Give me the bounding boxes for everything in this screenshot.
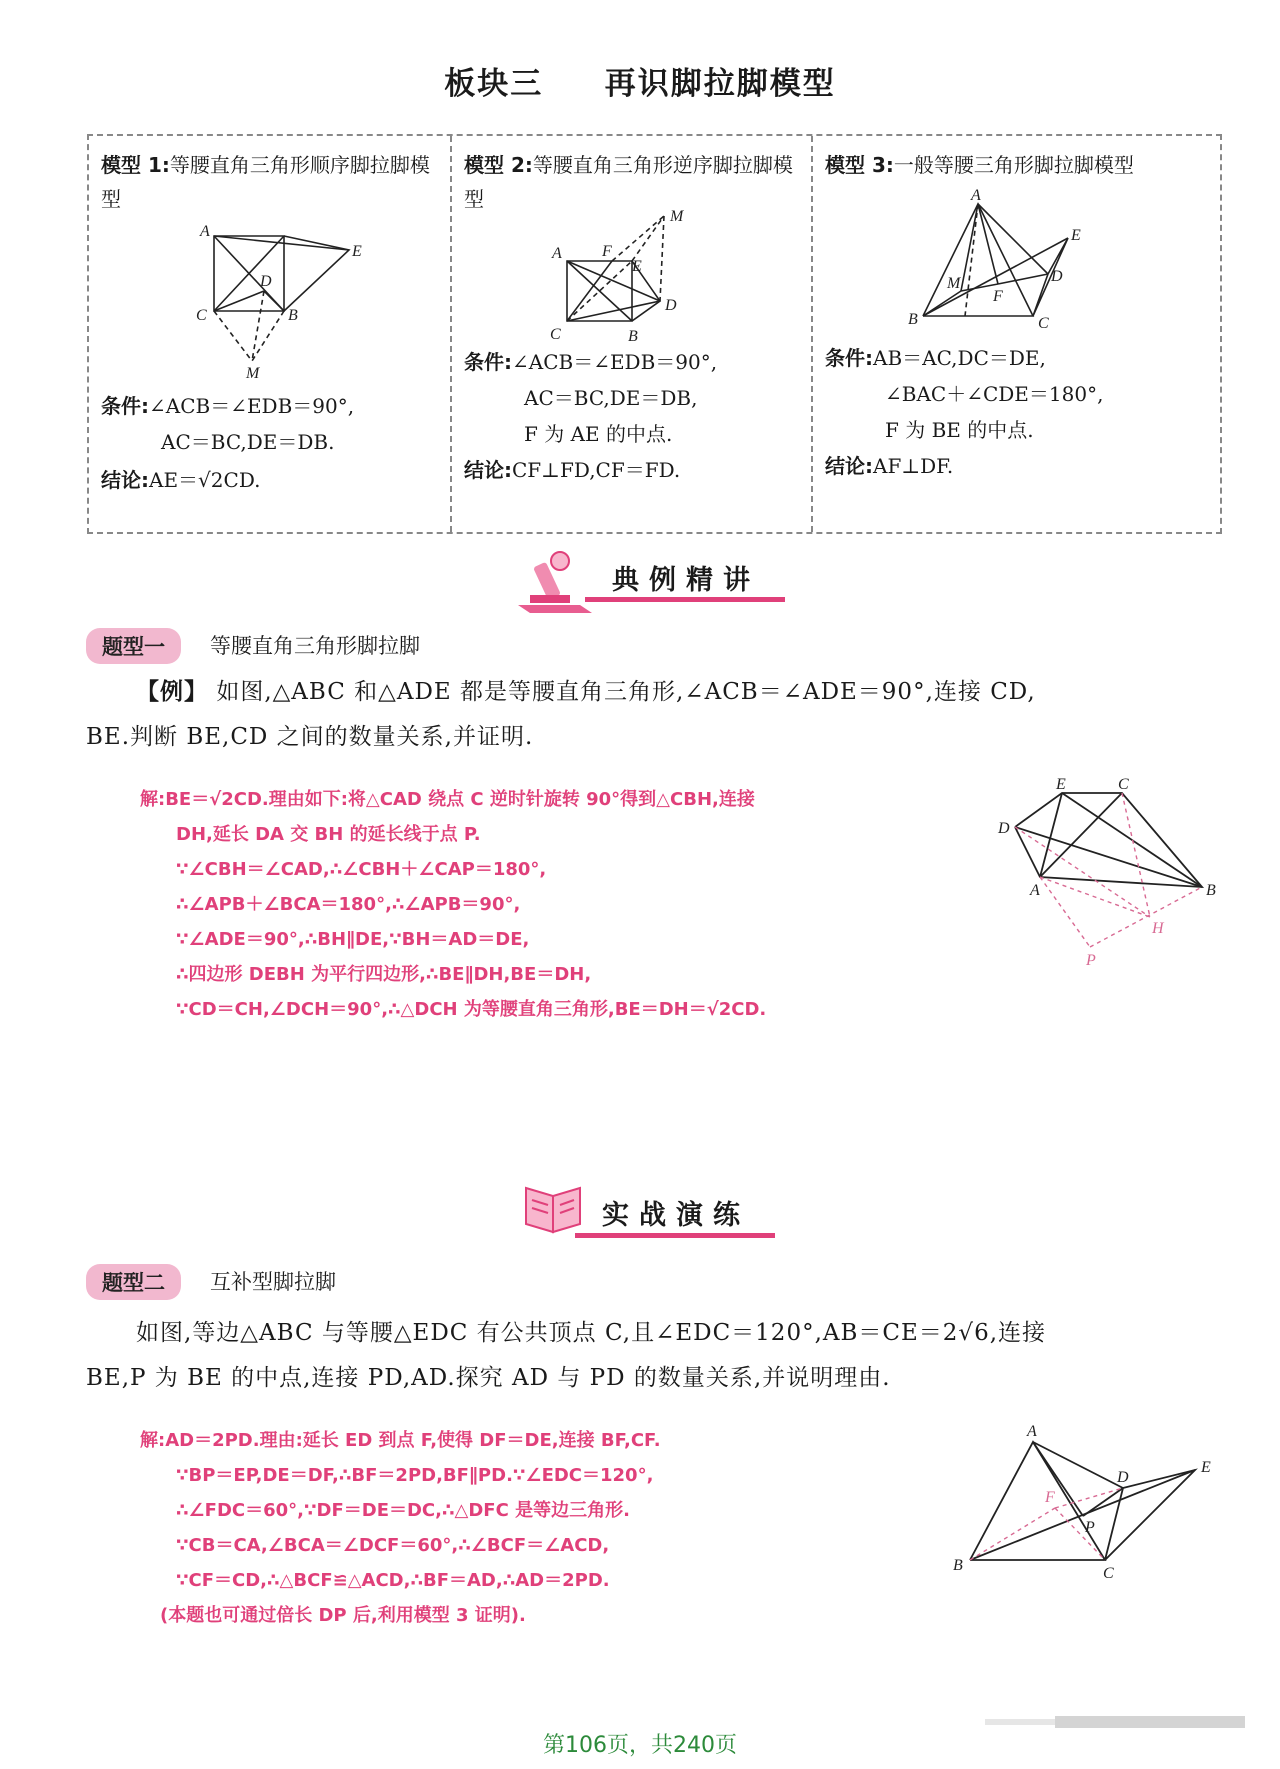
page-number: 第106页，共240页 [543, 1733, 737, 1758]
title-sub: 再识脚拉脚模型 [604, 66, 836, 102]
type-tag-2: 题型二 [86, 1264, 181, 1300]
point-label: E [1071, 227, 1081, 244]
point-label: E [632, 258, 642, 275]
point-label: B [908, 311, 918, 328]
section-title-practice: 实战演练 [602, 1200, 750, 1231]
type-name-1: 等腰直角三角形脚拉脚 [210, 634, 420, 658]
type-name-2: 互补型脚拉脚 [210, 1270, 336, 1294]
point-label: F [993, 288, 1003, 305]
section-title-examples: 典例精讲 [612, 565, 760, 596]
point-label: A [200, 223, 210, 240]
model-2-figure [532, 206, 732, 366]
point-label: D [260, 273, 272, 290]
section-underline [585, 597, 785, 602]
example-figure [990, 775, 1220, 975]
point-label: F [1045, 1489, 1055, 1506]
model-2 [450, 136, 813, 532]
point-label: D [665, 297, 677, 314]
point-label: B [628, 328, 638, 345]
model-1 [89, 136, 450, 532]
point-label: P [1085, 1519, 1095, 1536]
model-2-heading: 模型 2:等腰直角三角形逆序脚拉脚模型 [464, 153, 793, 211]
point-label: B [288, 307, 298, 324]
point-label: P [1086, 952, 1096, 969]
microscope-icon [510, 543, 600, 615]
point-label: B [953, 1557, 963, 1574]
point-label: M [246, 365, 260, 382]
page-title [0, 58, 1280, 103]
point-label: A [1030, 882, 1040, 899]
model-3 [811, 136, 1222, 532]
point-label: H [1152, 920, 1164, 937]
model-2-conditions: 条件:∠ACB＝∠EDB＝90°, AC＝BC,DE＝DB, F 为 AE 的中点. 结论:CF⊥FD,CF＝FD. [464, 350, 718, 482]
point-label: C [196, 307, 207, 324]
section-underline [575, 1233, 775, 1238]
point-label: C [1103, 1565, 1114, 1582]
models-box [87, 134, 1222, 534]
model-1-figure [174, 206, 364, 382]
model-1-conditions: 条件:∠ACB＝∠EDB＝90°, AC＝BC,DE＝DB. 结论:AE＝√2CD. [101, 394, 355, 492]
book-icon [520, 1170, 590, 1240]
point-label: D [998, 820, 1010, 837]
point-label: E [1201, 1459, 1211, 1476]
point-label: C [1038, 315, 1049, 332]
point-label: M [670, 208, 684, 225]
point-label: M [947, 275, 961, 292]
solution-1: 解:BE＝√2CD.理由如下:将△CAD 绕点 C 逆时针旋转 90°得到△CBH,连接 DH,延长 DA 交 BH 的延长线于点 P. ∵∠CBH＝∠CAD,∴∠CBH＋∠CAP＝180°, ∴∠APB＋∠BCA＝180°,∴∠APB＝90°, ∵∠ADE＝90°,∴BH∥DE,∵BH＝AD＝DE, ∴四边形 DEBH 为平行四边形,∴BE∥DH,BE＝DH, ∵CD＝CH,∠DCH＝90°,∴△DCH 为等腰直角三角形,BE＝DH＝√2CD. [140, 789, 767, 1020]
title-main: 板块三 [444, 66, 544, 102]
point-label: D [1117, 1469, 1129, 1486]
point-label: A [552, 245, 562, 262]
point-label: D [1051, 268, 1063, 285]
point-label: A [971, 187, 981, 204]
point-label: E [1056, 776, 1066, 793]
point-label: A [1027, 1423, 1037, 1440]
point-label: C [550, 326, 561, 343]
exercise-figure [945, 1420, 1215, 1590]
solution-2: 解:AD＝2PD.理由:延长 ED 到点 F,使得 DF＝DE,连接 BF,CF. ∵BP＝EP,DE＝DF,∴BF＝2PD,BF∥PD.∵∠EDC＝120°, ∴∠FDC＝60°,∵DF＝DE＝DC,∴△DFC 是等边三角形. ∵CB＝CA,∠BCA＝∠DCF＝60°,∴∠BCF＝∠ACD, ∵CF＝CD,∴△BCF≌△ACD,∴BF＝AD,∴AD＝2PD. (本题也可通过倍长 DP 后,利用模型 3 证明). [140, 1430, 661, 1626]
point-label: E [352, 243, 362, 260]
exercise-text: 如图,等边△ABC 与等腰△EDC 有公共顶点 C,且∠EDC＝120°,AB＝CE＝2√6,连接 BE,P 为 BE 的中点,连接 PD,AD.探究 AD 与 PD 的数量关系,并说明理由. [86, 1320, 1047, 1391]
point-label: F [602, 243, 612, 260]
model-3-conditions: 条件:AB＝AC,DC＝DE, ∠BAC＋∠CDE＝180°, F 为 BE 的中点. 结论:AF⊥DF. [825, 346, 1104, 478]
point-label: C [1118, 776, 1129, 793]
point-label: B [1206, 882, 1216, 899]
model-3-heading: 模型 3:一般等腰三角形脚拉脚模型 [825, 153, 1134, 177]
type-tag-1: 题型一 [86, 628, 181, 664]
example-text: 【例】 如图,△ABC 和△ADE 都是等腰直角三角形,∠ACB＝∠ADE＝90°,连接 CD, BE.判断 BE,CD 之间的数量关系,并证明. [86, 679, 1036, 750]
model-1-heading: 模型 1:等腰直角三角形顺序脚拉脚模型 [101, 153, 430, 211]
model-3-figure [903, 186, 1133, 346]
